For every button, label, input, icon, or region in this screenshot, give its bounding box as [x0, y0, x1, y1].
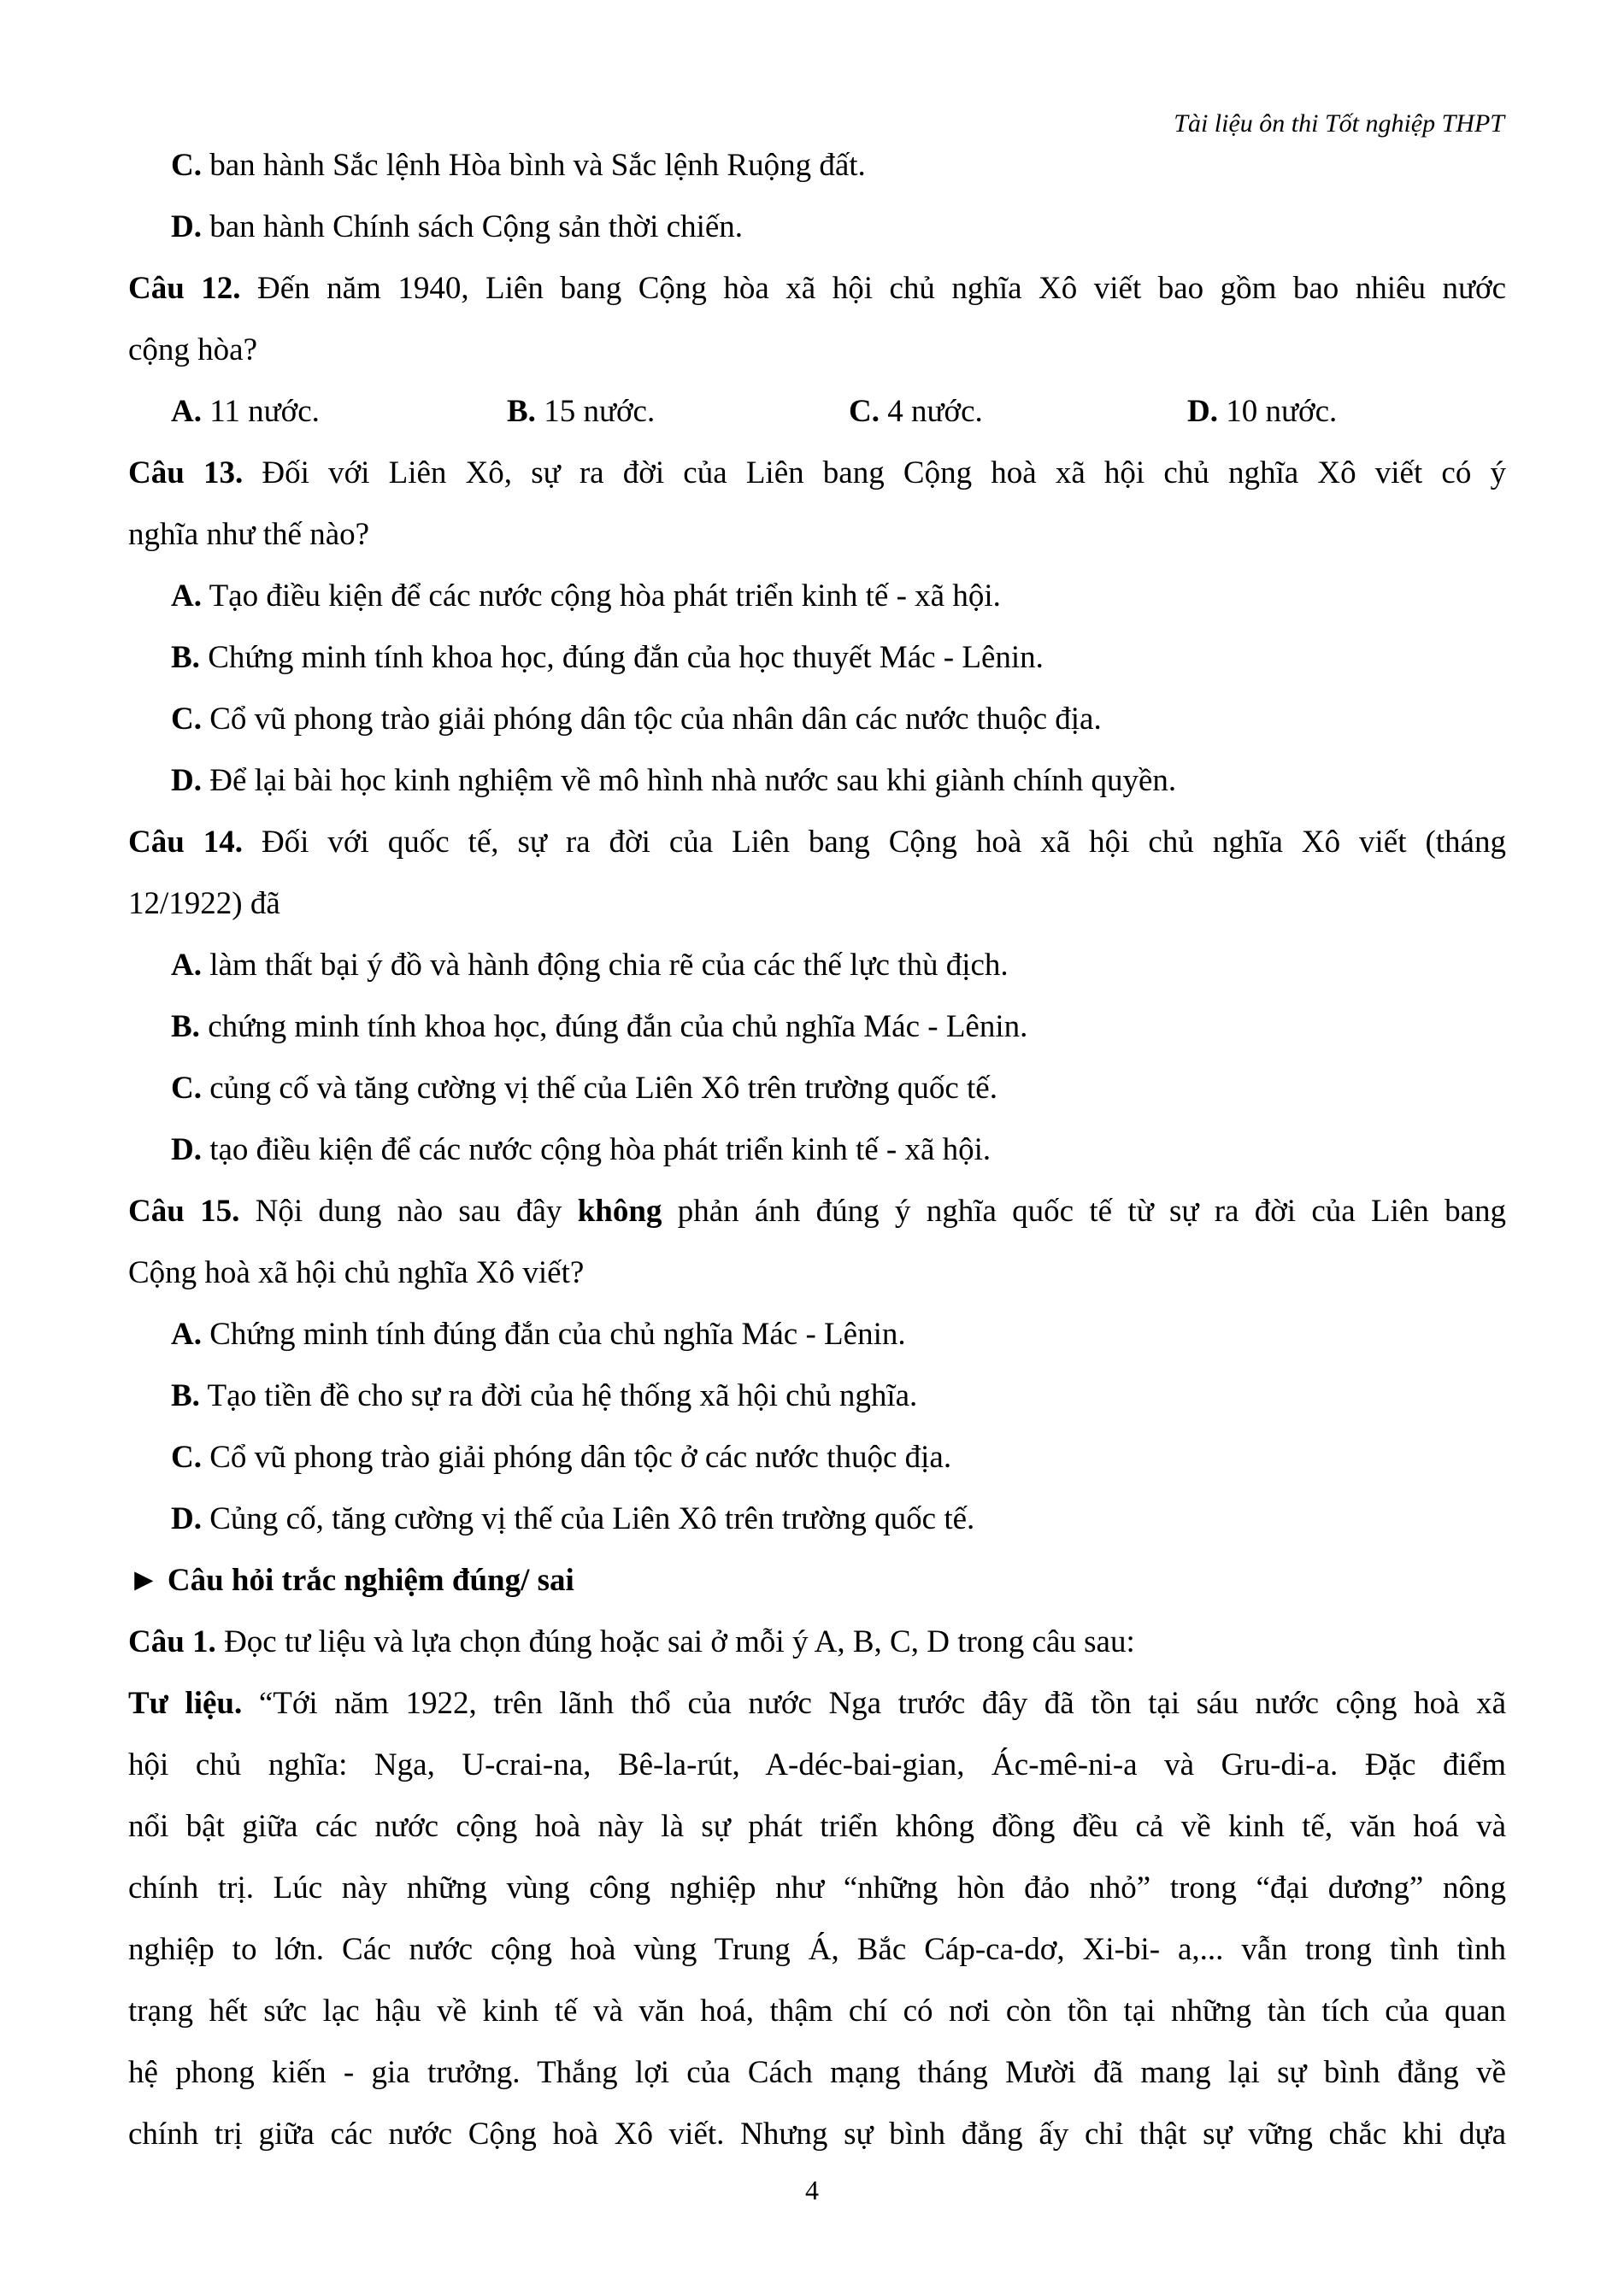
q15-option-a: A. Chứng minh tính đúng đắn của chủ nghĩa Mác - Lênin. [171, 1317, 906, 1352]
q14-option-c: C. củng cố và tăng cường vị thế của Liên Xô trên trường quốc tế. [171, 1071, 997, 1106]
q11-option-c [171, 147, 866, 185]
source-line-7: hệ phong kiến - gia trưởng. Thắng lợi của Cách mạng tháng Mười đã mang lại sự bình đẳng về [128, 2055, 1506, 2090]
q12-stem-cont: cộng hòa? [128, 332, 258, 367]
source-line-1: Tư liệu. “Tới năm 1922, trên lãnh thổ của nước Nga trước đây đã tồn tại sáu nước cộng hoà xã [128, 1686, 1506, 1721]
q11-option-d [171, 208, 743, 246]
source-line-4: chính trị. Lúc này những vùng công nghiệp như “những hòn đảo nhỏ” trong “đại dương” nông [128, 1870, 1506, 1906]
q14-stem: Câu 14. Đối với quốc tế, sự ra đời của Liên bang Cộng hoà xã hội chủ nghĩa Xô viết (tháng [128, 825, 1506, 860]
q12-option-a: A. 11 nước. [171, 394, 320, 429]
q15-option-b: B. Tạo tiền đề cho sự ra đời của hệ thống xã hội chủ nghĩa. [171, 1378, 918, 1413]
option-label: C. [171, 148, 202, 183]
q15-stem: Câu 15. Nội dung nào sau đây không phản ánh đúng ý nghĩa quốc tế từ sự ra đời của Liên bang [128, 1194, 1506, 1229]
source-line-6: trạng hết sức lạc hậu về kinh tế và văn hoá, thậm chí có nơi còn tồn tại những tàn tích của quan [128, 1994, 1506, 2029]
question-label: Câu 13. [128, 455, 244, 490]
q14-option-a: A. làm thất bại ý đồ và hành động chia rẽ của các thế lực thù địch. [171, 948, 1009, 983]
q13-option-b: B. Chứng minh tính khoa học, đúng đắn của học thuyết Mác - Lênin. [171, 640, 1044, 675]
source-label: Tư liệu. [128, 1686, 243, 1721]
source-line-8: chính trị giữa các nước Cộng hoà Xô viết. Nhưng sự bình đẳng ấy chỉ thật sự vững chắc khi dựa [128, 2117, 1506, 2152]
q14-stem-cont: 12/1922) đã [128, 886, 280, 921]
q12-option-d: D. 10 nước. [1187, 394, 1338, 429]
emphasis-word: không [577, 1194, 662, 1229]
question-label: Câu 12. [128, 271, 241, 306]
page-number: 4 [805, 2175, 819, 2205]
tf1-stem: Câu 1. Đọc tư liệu và lựa chọn đúng hoặc sai ở mỗi ý A, B, C, D trong câu sau: [128, 1624, 1135, 1659]
question-label: Câu 14. [128, 825, 243, 860]
section-heading: ► Câu hỏi trắc nghiệm đúng/ sai [128, 1563, 574, 1598]
q15-option-d: D. Củng cố, tăng cường vị thế của Liên Xô trên trường quốc tế. [171, 1501, 975, 1536]
option-label: D. [171, 209, 202, 244]
source-line-2: hội chủ nghĩa: Nga, U-crai-na, Bê-la-rút, A-déc-bai-gian, Ác-mê-ni-a và Gru-di-a. Đặc điểm [128, 1747, 1506, 1782]
q12-stem: Câu 12. Đến năm 1940, Liên bang Cộng hòa xã hội chủ nghĩa Xô viết bao gồm bao nhiêu nước [128, 271, 1506, 306]
q15-option-c: C. Cổ vũ phong trào giải phóng dân tộc ở các nước thuộc địa. [171, 1440, 952, 1475]
source-line-3: nổi bật giữa các nước cộng hoà này là sự phát triển không đồng đều cả về kinh tế, văn hoá và [128, 1809, 1506, 1844]
q15-stem-cont: Cộng hoà xã hội chủ nghĩa Xô viết? [128, 1255, 585, 1290]
option-text: ban hành Sắc lệnh Hòa bình và Sắc lệnh Ruộng đất. [209, 148, 866, 183]
source-line-5: nghiệp to lớn. Các nước cộng hoà vùng Trung Á, Bắc Cáp-ca-dơ, Xi-bi- a,... vẫn trong tình tình [128, 1932, 1506, 1967]
q14-option-b: B. chứng minh tính khoa học, đúng đắn của chủ nghĩa Mác - Lênin. [171, 1009, 1028, 1044]
q13-option-c: C. Cổ vũ phong trào giải phóng dân tộc của nhân dân các nước thuộc địa. [171, 702, 1102, 737]
option-text: ban hành Chính sách Cộng sản thời chiến. [209, 209, 744, 244]
page-header: Tài liệu ôn thi Tốt nghiệp THPT [1174, 109, 1504, 138]
q13-option-d: D. Để lại bài học kinh nghiệm về mô hình nhà nước sau khi giành chính quyền. [171, 763, 1177, 798]
q13-option-a: A. Tạo điều kiện để các nước cộng hòa phát triển kinh tế - xã hội. [171, 578, 1001, 614]
q12-option-c: C. 4 nước. [849, 394, 983, 429]
question-label: Câu 15. [128, 1194, 240, 1229]
q14-option-d: D. tạo điều kiện để các nước cộng hòa phát triển kinh tế - xã hội. [171, 1132, 991, 1167]
question-label: Câu 1. [128, 1624, 216, 1659]
q13-stem-cont: nghĩa như thế nào? [128, 517, 370, 552]
q12-option-b: B. 15 nước. [507, 394, 656, 429]
q13-stem: Câu 13. Đối với Liên Xô, sự ra đời của Liên bang Cộng hoà xã hội chủ nghĩa Xô viết có ý [128, 455, 1506, 490]
